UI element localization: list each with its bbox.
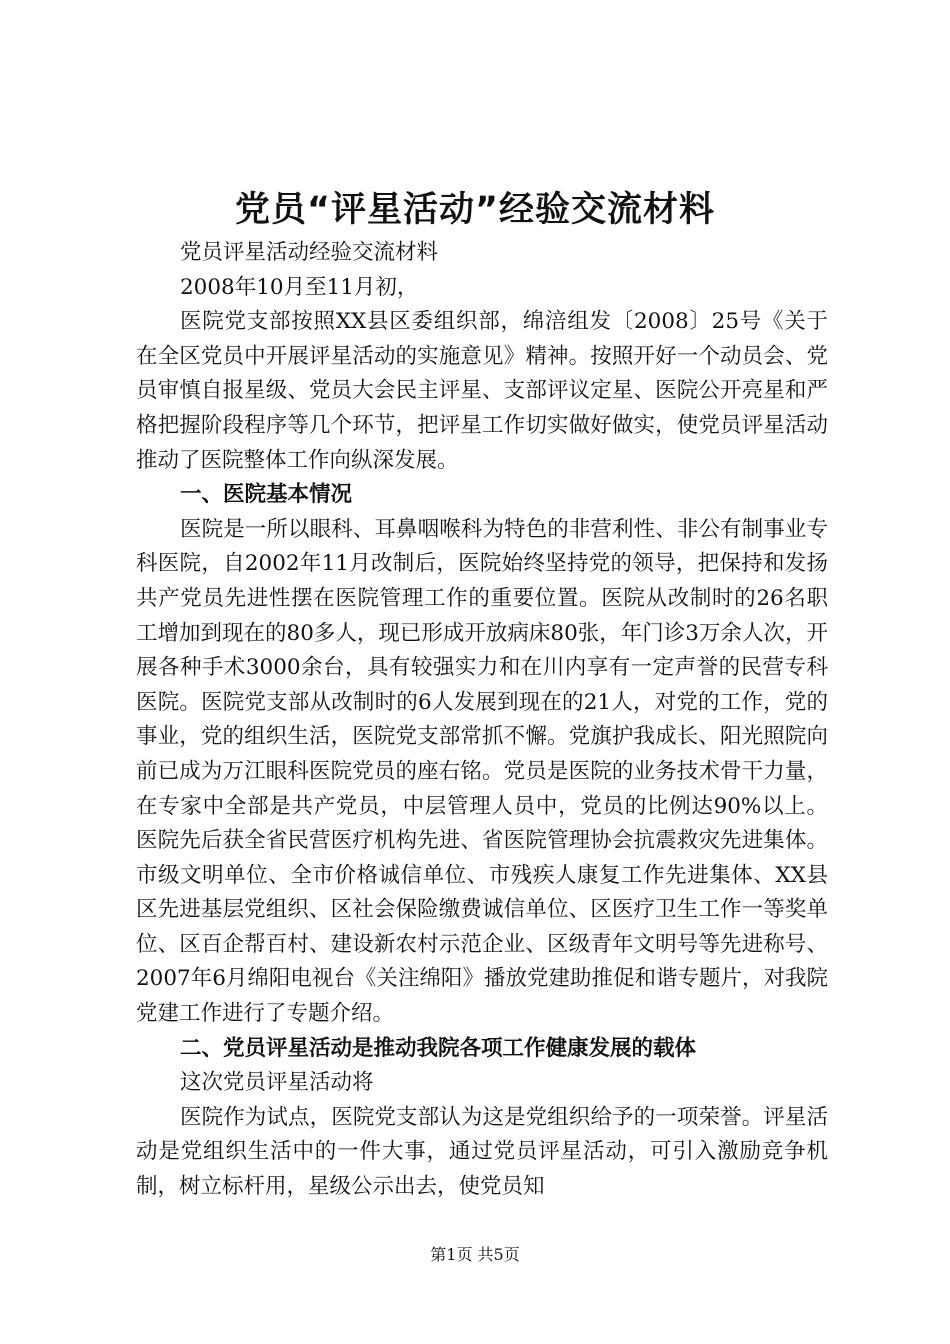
intro-paragraph: 医院党支部按照XX县区委组织部，绵涪组发〔2008〕25号《关于在全区党员中开展评星活动的实施意见》精神。按照开好一个动员会、党员审慎自报星级、党员大会民主评星、支部评议定星、医院公开亮星和严格把握阶段程序等几个环节，把评星工作切实做好做实，使党员评星活动推动了医院整体工作向纵深发展。 [136, 309, 828, 473]
document-body [136, 236, 828, 1205]
subtitle-paragraph: 党员评星活动经验交流材料 [180, 240, 439, 265]
section-heading-2: 二、党员评星活动是推动我院各项工作健康发展的载体 [180, 1035, 697, 1061]
section-2-paragraph-1: 这次党员评星活动将 [180, 1070, 374, 1096]
document-title: 党员“评星活动”经验交流材料 [234, 190, 715, 230]
section-1-paragraph: 医院是一所以眼科、耳鼻咽喉科为特色的非营利性、非公有制事业专科医院，自2002年11月改制后，医院始终坚持党的领导，把保持和发扬共产党员先进性摆在医院管理工作的重要位置。医院从改制时的26名职工增加到现在的80多人，现已形成开放病床80张，年门诊3万余人次，开展各种手术3000余台，具有较强实力和在川内享有一定声誉的民营专科医院。医院党支部从改制时的6人发展到现在的21人，对党的工作，党的事业，党的组织生活，医院党支部常抓不懈。党旗护我成长、阳光照院向前已成为万江眼科医院党员的座右铭。党员是医院的业务技术骨干力量，在专家中全部是共产党员，中层管理人员中，党员的比例达90%以上。医院先后获全省民营医疗机构先进、省医院管理协会抗震救灾先进集体。市级文明单位、全市价格诚信单位、市残疾人康复工作先进集体、XX县区先进基层党组织、区社会保险缴费诚信单位、区医疗卫生工作一等奖单位、区百企帮百村、建设新农村示范企业、区级青年文明号等先进称号、2007年6月绵阳电视台《关注绵阳》播放党建助推促和谐专题片，对我院党建工作进行了专题介绍。 [136, 516, 828, 1027]
section-2-paragraph-2: 医院作为试点，医院党支部认为这是党组织给予的一项荣誉。评星活动是党组织生活中的一件大事，通过党员评星活动，可引入激励竞争机制，树立标杆用，星级公示出去，使党员知 [136, 1104, 828, 1200]
section-heading-1: 一、医院基本情况 [180, 482, 353, 508]
date-paragraph: 2008年10月至11月初， [180, 274, 419, 300]
page-footer: 第1页 共5页 [430, 1245, 520, 1264]
